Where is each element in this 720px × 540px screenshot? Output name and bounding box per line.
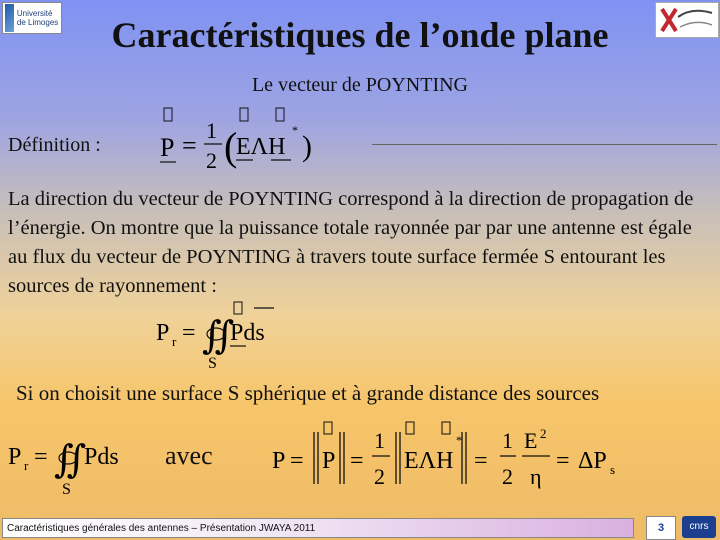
svg-text:=: = [474, 448, 488, 474]
cnrs-logo: cnrs [682, 516, 716, 538]
svg-text:1: 1 [374, 428, 385, 453]
flux-integral-equation [150, 298, 290, 372]
svg-text:=: = [350, 448, 364, 474]
svg-text:S: S [208, 355, 217, 372]
poynting-magnitude-equation [268, 418, 628, 498]
svg-text:η: η [530, 464, 542, 489]
svg-text:2: 2 [374, 464, 385, 489]
svg-text:1: 1 [206, 118, 217, 143]
svg-text:P: P [272, 448, 286, 474]
svg-text:*: * [456, 433, 462, 447]
svg-text:P: P [160, 133, 175, 162]
svg-text:2: 2 [502, 464, 513, 489]
separator-line [372, 144, 717, 145]
svg-text:Pds: Pds [230, 320, 265, 346]
svg-text:(: ( [224, 124, 238, 169]
svg-text:=: = [290, 448, 304, 474]
svg-text:r: r [24, 458, 29, 473]
svg-text:P: P [322, 448, 336, 474]
svg-text:ΔP: ΔP [578, 448, 607, 474]
logo-left-text: Université de Limoges [16, 9, 59, 27]
page-title: Caractéristiques de l’onde plane [111, 15, 609, 55]
svg-text:2: 2 [206, 148, 217, 173]
svg-text:2: 2 [540, 426, 547, 441]
svg-text:EΛH: EΛH [236, 134, 286, 160]
svg-text:*: * [292, 123, 298, 137]
svg-text:=: = [34, 444, 48, 470]
page-number: 3 [646, 516, 676, 540]
svg-text:=: = [182, 131, 197, 160]
far-field-integral-equation [4, 424, 134, 500]
svg-text:=: = [556, 448, 570, 474]
svg-text:∬: ∬ [202, 315, 235, 357]
svg-text:Pds: Pds [84, 444, 119, 470]
svg-text:P: P [156, 320, 170, 346]
sphere-sentence: Si on choisit une surface S sphérique et à grande distance des sources [16, 381, 600, 405]
svg-text:P: P [8, 444, 22, 470]
footer-bar: Caractéristiques générales des antennes – Présentation JWAYA 2011 [2, 518, 634, 538]
svg-text:): ) [302, 130, 312, 163]
poynting-paragraph: La direction du vecteur de POYNTING correspond à la direction de propagation de l’énergie. On montre que la puissance totale rayonnée par par une antenne est égale au flux du vecteur de POYNTING à travers toute surface fermée S entourant les sources de rayonnement : [8, 188, 694, 297]
svg-text:S: S [62, 481, 71, 498]
svg-text:1: 1 [502, 428, 513, 453]
avec-word: avec [165, 441, 213, 470]
svg-text:∬: ∬ [54, 439, 87, 481]
svg-text:=: = [182, 320, 196, 346]
page-subtitle: Le vecteur de POYNTING [251, 74, 469, 96]
poynting-definition-equation [150, 104, 330, 178]
svg-text:r: r [172, 334, 177, 349]
svg-text:EΛH: EΛH [404, 448, 454, 474]
svg-text:E: E [524, 428, 538, 453]
definition-label: Définition : [8, 134, 101, 156]
svg-text:s: s [610, 462, 616, 477]
